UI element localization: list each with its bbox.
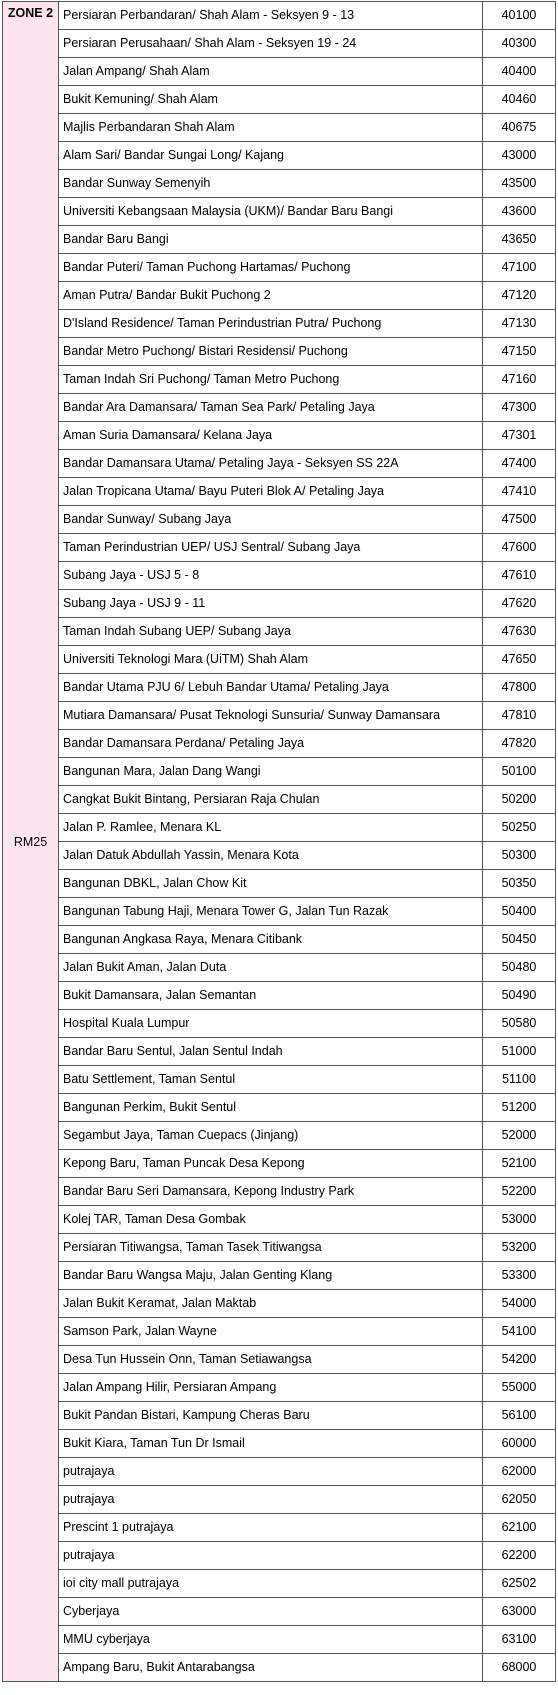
zone-cell [3,2,59,1682]
table-row [3,58,556,86]
area-name-cell: MMU cyberjaya [59,1626,483,1654]
area-name-cell: ioi city mall putrajaya [59,1570,483,1598]
postcode-cell: 47650 [483,646,556,674]
postcode-cell: 40460 [483,86,556,114]
postcode-cell: 53300 [483,1262,556,1290]
area-name-cell: putrajaya [59,1542,483,1570]
postcode-cell: 47810 [483,702,556,730]
postcode-cell: 62050 [483,1486,556,1514]
table-row [3,1038,556,1066]
postcode-cell: 47300 [483,394,556,422]
table-row [3,282,556,310]
table-row [3,1402,556,1430]
area-name-cell: Aman Suria Damansara/ Kelana Jaya [59,422,483,450]
area-name-cell: Prescint 1 putrajaya [59,1514,483,1542]
table-row [3,198,556,226]
area-name-cell: Desa Tun Hussein Onn, Taman Setiawangsa [59,1346,483,1374]
postcode-cell: 56100 [483,1402,556,1430]
postcode-cell: 40300 [483,30,556,58]
area-name-cell: Bukit Kemuning/ Shah Alam [59,86,483,114]
area-name-cell: Bandar Ara Damansara/ Taman Sea Park/ Petaling Jaya [59,394,483,422]
table-row [3,366,556,394]
postcode-cell: 53000 [483,1206,556,1234]
postcode-cell: 62200 [483,1542,556,1570]
table-row [3,226,556,254]
table-row [3,814,556,842]
table-row [3,1346,556,1374]
table-row [3,618,556,646]
postcode-zone-table-body [3,2,556,1682]
area-name-cell: Bandar Baru Wangsa Maju, Jalan Genting Klang [59,1262,483,1290]
table-row [3,1458,556,1486]
area-name-cell: Bandar Baru Seri Damansara, Kepong Industry Park [59,1178,483,1206]
area-name-cell: Ampang Baru, Bukit Antarabangsa [59,1654,483,1682]
postcode-cell: 47120 [483,282,556,310]
postcode-cell: 62000 [483,1458,556,1486]
area-name-cell: Taman Indah Sri Puchong/ Taman Metro Puchong [59,366,483,394]
table-row [3,898,556,926]
postcode-cell: 51200 [483,1094,556,1122]
postcode-cell: 50300 [483,842,556,870]
table-row [3,2,556,30]
area-name-cell: Cyberjaya [59,1598,483,1626]
postcode-cell: 53200 [483,1234,556,1262]
area-name-cell: Bangunan Tabung Haji, Menara Tower G, Jalan Tun Razak [59,898,483,926]
table-row [3,1598,556,1626]
table-row [3,786,556,814]
area-name-cell: Segambut Jaya, Taman Cuepacs (Jinjang) [59,1122,483,1150]
postcode-cell: 50400 [483,898,556,926]
area-name-cell: Bukit Kiara, Taman Tun Dr Ismail [59,1430,483,1458]
table-row [3,842,556,870]
table-row [3,730,556,758]
area-name-cell: Samson Park, Jalan Wayne [59,1318,483,1346]
area-name-cell: Kepong Baru, Taman Puncak Desa Kepong [59,1150,483,1178]
postcode-cell: 47800 [483,674,556,702]
table-row [3,478,556,506]
area-name-cell: Bandar Utama PJU 6/ Lebuh Bandar Utama/ Petaling Jaya [59,674,483,702]
postcode-cell: 54200 [483,1346,556,1374]
area-name-cell: Taman Perindustrian UEP/ USJ Sentral/ Subang Jaya [59,534,483,562]
table-row [3,1290,556,1318]
table-row [3,1626,556,1654]
table-row [3,1514,556,1542]
area-name-cell: Bandar Damansara Perdana/ Petaling Jaya [59,730,483,758]
postcode-cell: 55000 [483,1374,556,1402]
postcode-cell: 43650 [483,226,556,254]
postcode-cell: 50350 [483,870,556,898]
zone-price: RM25 [13,834,48,849]
table-row [3,1150,556,1178]
table-row [3,758,556,786]
table-row [3,1122,556,1150]
postcode-cell: 47600 [483,534,556,562]
table-row [3,1234,556,1262]
postcode-cell: 47610 [483,562,556,590]
table-row [3,1262,556,1290]
area-name-cell: Cangkat Bukit Bintang, Persiaran Raja Chulan [59,786,483,814]
postcode-cell: 40100 [483,2,556,30]
table-row [3,562,556,590]
area-name-cell: Bukit Pandan Bistari, Kampung Cheras Baru [59,1402,483,1430]
area-name-cell: Bangunan Mara, Jalan Dang Wangi [59,758,483,786]
area-name-cell: Jalan Datuk Abdullah Yassin, Menara Kota [59,842,483,870]
table-row [3,310,556,338]
postcode-cell: 47130 [483,310,556,338]
table-row [3,114,556,142]
table-row [3,30,556,58]
area-name-cell: Jalan Ampang Hilir, Persiaran Ampang [59,1374,483,1402]
postcode-cell: 52000 [483,1122,556,1150]
area-name-cell: Universiti Teknologi Mara (UiTM) Shah Alam [59,646,483,674]
area-name-cell: Aman Putra/ Bandar Bukit Puchong 2 [59,282,483,310]
postcode-cell: 50100 [483,758,556,786]
table-row [3,86,556,114]
postcode-cell: 47150 [483,338,556,366]
area-name-cell: Persiaran Perbandaran/ Shah Alam - Seksyen 9 - 13 [59,2,483,30]
area-name-cell: Bandar Sunway Semenyih [59,170,483,198]
table-row [3,142,556,170]
postcode-cell: 40675 [483,114,556,142]
table-row [3,1430,556,1458]
table-row [3,450,556,478]
postcode-cell: 47100 [483,254,556,282]
table-row [3,702,556,730]
table-row [3,870,556,898]
area-name-cell: Mutiara Damansara/ Pusat Teknologi Sunsuria/ Sunway Damansara [59,702,483,730]
table-row [3,1178,556,1206]
table-row [3,982,556,1010]
table-row [3,1570,556,1598]
area-name-cell: Jalan Tropicana Utama/ Bayu Puteri Blok A/ Petaling Jaya [59,478,483,506]
zone-heading: ZONE 2 [7,6,54,20]
postcode-cell: 51100 [483,1066,556,1094]
table-row [3,1094,556,1122]
postcode-cell: 43000 [483,142,556,170]
table-row [3,674,556,702]
postcode-cell: 63100 [483,1626,556,1654]
area-name-cell: Jalan Bukit Keramat, Jalan Maktab [59,1290,483,1318]
area-name-cell: Bandar Sunway/ Subang Jaya [59,506,483,534]
area-name-cell: Majlis Perbandaran Shah Alam [59,114,483,142]
postcode-cell: 47620 [483,590,556,618]
area-name-cell: Taman Indah Subang UEP/ Subang Jaya [59,618,483,646]
area-name-cell: Bangunan Angkasa Raya, Menara Citibank [59,926,483,954]
postcode-cell: 50450 [483,926,556,954]
area-name-cell: Bandar Baru Sentul, Jalan Sentul Indah [59,1038,483,1066]
area-name-cell: D'Island Residence/ Taman Perindustrian Putra/ Puchong [59,310,483,338]
table-row [3,1318,556,1346]
table-row [3,394,556,422]
postcode-cell: 50200 [483,786,556,814]
postcode-cell: 60000 [483,1430,556,1458]
postcode-cell: 43600 [483,198,556,226]
table-row [3,506,556,534]
table-row [3,170,556,198]
area-name-cell: Bangunan DBKL, Jalan Chow Kit [59,870,483,898]
area-name-cell: Bandar Metro Puchong/ Bistari Residensi/ Puchong [59,338,483,366]
table-row [3,926,556,954]
postcode-cell: 63000 [483,1598,556,1626]
postcode-cell: 50490 [483,982,556,1010]
area-name-cell: Subang Jaya - USJ 9 - 11 [59,590,483,618]
postcode-cell: 47301 [483,422,556,450]
area-name-cell: Universiti Kebangsaan Malaysia (UKM)/ Bandar Baru Bangi [59,198,483,226]
postcode-zone-table [2,1,556,1682]
table-row [3,1374,556,1402]
area-name-cell: Kolej TAR, Taman Desa Gombak [59,1206,483,1234]
postcode-cell: 54000 [483,1290,556,1318]
table-row [3,1010,556,1038]
postcode-cell: 50480 [483,954,556,982]
table-row [3,254,556,282]
area-name-cell: Subang Jaya - USJ 5 - 8 [59,562,483,590]
area-name-cell: Bandar Puteri/ Taman Puchong Hartamas/ Puchong [59,254,483,282]
area-name-cell: Jalan Ampang/ Shah Alam [59,58,483,86]
area-name-cell: Jalan P. Ramlee, Menara KL [59,814,483,842]
area-name-cell: putrajaya [59,1486,483,1514]
postcode-cell: 52100 [483,1150,556,1178]
area-name-cell: Bukit Damansara, Jalan Semantan [59,982,483,1010]
table-row [3,1654,556,1682]
area-name-cell: Bandar Baru Bangi [59,226,483,254]
postcode-cell: 51000 [483,1038,556,1066]
postcode-cell: 50580 [483,1010,556,1038]
area-name-cell: Alam Sari/ Bandar Sungai Long/ Kajang [59,142,483,170]
postcode-cell: 54100 [483,1318,556,1346]
area-name-cell: Persiaran Titiwangsa, Taman Tasek Titiwangsa [59,1234,483,1262]
postcode-cell: 47160 [483,366,556,394]
postcode-cell: 47500 [483,506,556,534]
area-name-cell: Hospital Kuala Lumpur [59,1010,483,1038]
table-row [3,954,556,982]
table-row [3,1206,556,1234]
area-name-cell: Batu Settlement, Taman Sentul [59,1066,483,1094]
postcode-cell: 47820 [483,730,556,758]
area-name-cell: putrajaya [59,1458,483,1486]
postcode-cell: 47410 [483,478,556,506]
table-row [3,1542,556,1570]
table-row [3,590,556,618]
area-name-cell: Bandar Damansara Utama/ Petaling Jaya - Seksyen SS 22A [59,450,483,478]
postcode-cell: 68000 [483,1654,556,1682]
area-name-cell: Persiaran Perusahaan/ Shah Alam - Seksyen 19 - 24 [59,30,483,58]
postcode-cell: 62100 [483,1514,556,1542]
area-name-cell: Jalan Bukit Aman, Jalan Duta [59,954,483,982]
table-row [3,1486,556,1514]
table-row [3,338,556,366]
postcode-cell: 50250 [483,814,556,842]
table-row [3,1066,556,1094]
table-row [3,646,556,674]
postcode-cell: 43500 [483,170,556,198]
postcode-cell: 40400 [483,58,556,86]
table-row [3,534,556,562]
table-row [3,422,556,450]
postcode-cell: 47400 [483,450,556,478]
postcode-cell: 47630 [483,618,556,646]
postcode-cell: 62502 [483,1570,556,1598]
area-name-cell: Bangunan Perkim, Bukit Sentul [59,1094,483,1122]
postcode-cell: 52200 [483,1178,556,1206]
